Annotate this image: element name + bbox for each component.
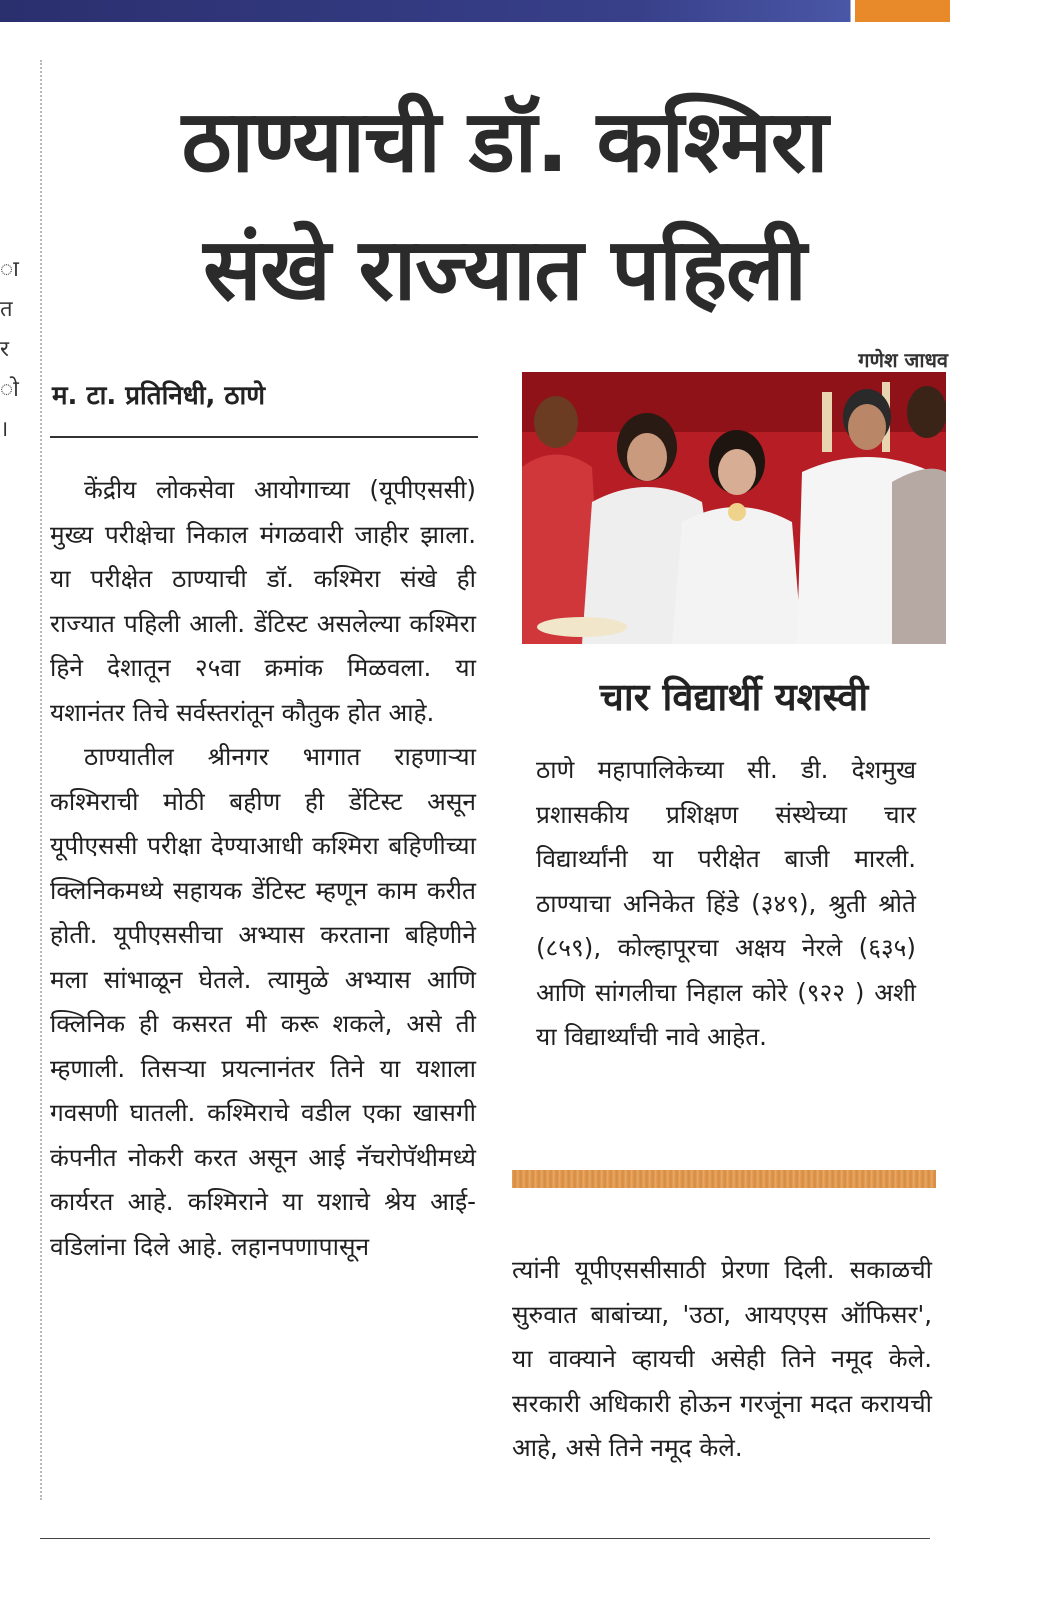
news-photo	[522, 372, 946, 644]
photo-credit: गणेश जाधव	[858, 348, 948, 372]
article-left-column	[50, 468, 476, 1269]
headline	[52, 78, 957, 334]
section-divider	[512, 1170, 936, 1188]
paragraph: केंद्रीय लोकसेवा आयोगाच्या (यूपीएससी) मुख्य परीक्षेचा निकाल मंगळवारी जाहीर झाला. या परीक्षेत ठाण्याची डॉ. कश्मिरा संखे ही राज्यात पहिली आली. डेंटिस्ट असलेल्या कश्मिरा हिने देशातून २५वा क्रमांक मिळवला. या यशानंतर तिचे सर्वस्तरांतून कौतुक होत आहे.	[50, 475, 476, 727]
byline: म. टा. प्रतिनिधी, ठाणे	[52, 381, 266, 411]
masthead-strip	[0, 0, 1063, 22]
celebration-photo-illustration	[522, 372, 946, 644]
paragraph: त्यांनी यूपीएससीसाठी प्रेरणा दिली. सकाळची सुरुवात बाबांच्या, 'उठा, आयएएस ऑफिसर', या वाक्याने व्हायची असेही तिने नमूद केले. सरकारी अधिकारी होऊन गरजूंना मदत करायची आहे, असे तिने नमूद केले.	[512, 1255, 932, 1462]
adjacent-column-fragment: ा त र ो ।	[0, 257, 19, 442]
article-continuation	[512, 1248, 932, 1471]
column-rule	[40, 60, 42, 1500]
sub-heading: चार विद्यार्थी यशस्वी	[599, 675, 869, 719]
masthead-accent	[855, 0, 950, 22]
byline-divider	[50, 436, 478, 438]
paragraph: ठाण्यातील श्रीनगर भागात राहणाऱ्या कश्मिराची मोठी बहीण ही डेंटिस्ट असून यूपीएससी परीक्षा देण्याआधी कश्मिरा बहिणीच्या क्लिनिकमध्ये सहायक डेंटिस्ट म्हणून काम करीत होती. यूपीएससीचा अभ्यास करताना बहिणीने मला सांभाळून घेतले. त्यामुळे अभ्यास आणि क्लिनिक ही कसरत मी करू शकले, असे ती म्हणाली. तिसऱ्या प्रयत्नानंतर तिने या यशाला गवसणी घातली. कश्मिराचे वडील एका खासगी कंपनीत नोकरी करत असून आई नॅचरोपॅथीमध्ये कार्यरत आहे. कश्मिराने या यशाचे श्रेय आई-वडिलांना दिले आहे. लहानपणापासून	[50, 742, 476, 1261]
headline-line-1: ठाण्याची डॉ. कश्मिरा	[181, 92, 828, 192]
headline-line-2: संखे राज्यात पहिली	[203, 220, 806, 320]
article-right-column	[536, 748, 916, 1060]
bottom-divider	[40, 1538, 930, 1539]
paragraph: ठाणे महापालिकेच्या सी. डी. देशमुख प्रशासकीय प्रशिक्षण संस्थेच्या चार विद्यार्थ्यांनी या परीक्षेत बाजी मारली. ठाण्याचा अनिकेत हिंडे (३४९), श्रुती श्रोते (८५९), कोल्हापूरचा अक्षय नेरले (६३५) आणि सांगलीचा निहाल कोरे (९२२ ) अशी या विद्यार्थ्यांची नावे आहेत.	[536, 755, 916, 1051]
